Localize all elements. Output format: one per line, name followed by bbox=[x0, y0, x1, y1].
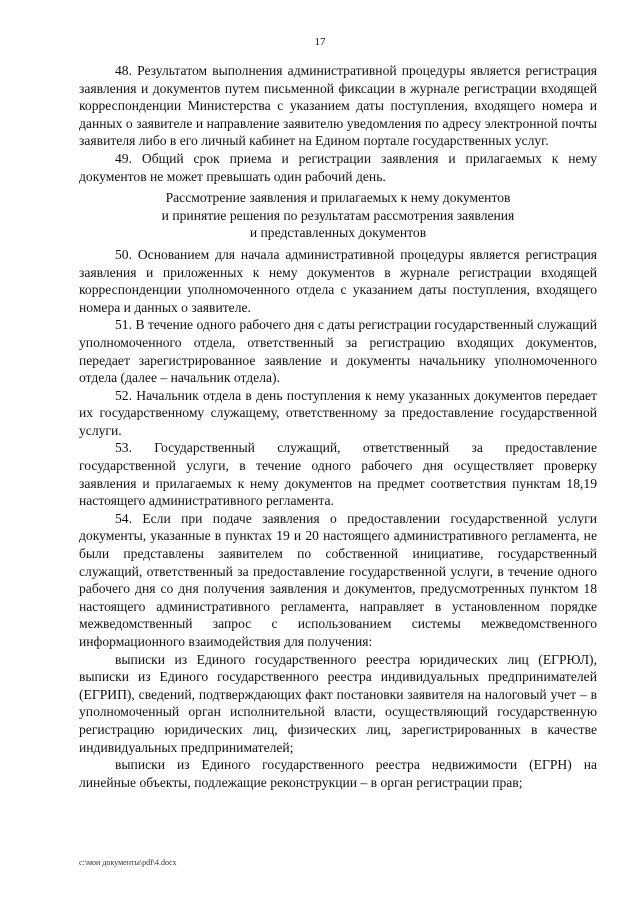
section-heading-line: и принятие решения по результатам рассмотрения заявления bbox=[161, 207, 515, 223]
paragraph-49: 49. Общий срок приема и регистрации заявления и прилагаемых к нему документов не может превышать один рабочий день. bbox=[79, 150, 597, 184]
paragraph-52: 52. Начальник отдела в день поступления к нему указанных документов передает их государственному служащему, ответственному за предоставление государственной услуги. bbox=[79, 387, 597, 438]
paragraph-48: 48. Результатом выполнения административной процедуры является регистрация заявления и документов путем письменной фиксации в журнале регистрации входящей корреспонденции Министерства с указанием даты поступления, входящего номера и данных о заявителе и направление заявителю уведомления по адресу электронной почты заявителя либо в его личный кабинет на Едином портале государственных услуг. bbox=[79, 63, 597, 149]
footer-file-path: c:\мои документы\pdf\4.docx bbox=[79, 858, 177, 867]
paragraph-54-item-egrn: выписки из Единого государственного реестра недвижимости (ЕГРН) на линейные объекты, подлежащие реконструкции – в орган регистрации прав; bbox=[79, 757, 597, 790]
paragraph-54-item-egrul: выписки из Единого государственного реестра юридических лиц (ЕГРЮЛ), выписки из Единого государственного реестра индивидуальных предпринимателей (ЕГРИП), сведений, подтверждающих факт постановки заявителя на налоговый учет – в уполномоченный орган исполнительной власти, осуществляющий государственную регистрацию юридических лиц, физических лиц, зарегистрированных в качестве индивидуальных предпринимателей; bbox=[79, 651, 597, 755]
paragraph-51: 51. В течение одного рабочего дня с даты регистрации государственный служащий уполномоченного отдела, ответственный за регистрацию входящих документов, передает зарегистрированное заявление и документы начальнику уполномоченного отдела (далее – начальник отдела). bbox=[79, 317, 597, 386]
section-heading-line: и представленных документов bbox=[249, 225, 427, 241]
paragraph-54: 54. Если при подаче заявления о предоставлении государственной услуги документы, указанные в пунктах 19 и 20 настоящего административного регламента, не были представлены заявителем по собственной инициативе, государственный служащий, ответственный за предоставление государственной услуги, в течение одного рабочего дня со дня получения заявления и документов, предусмотренных пунктом 18 настоящего административного регламента, направляет в установленном порядке межведомственный запрос с использованием системы межведомственного информационного взаимодействия для получения: bbox=[79, 510, 597, 649]
section-heading-line: Рассмотрение заявления и прилагаемых к нему документов bbox=[165, 190, 511, 206]
paragraph-53: 53. Государственный служащий, ответственный за предоставление государственной услуги, в течение одного рабочего дня осуществляет проверку заявления и прилагаемых к нему документов на предмет соответствия пунктам 18,19 настоящего административного регламента. bbox=[79, 440, 597, 509]
paragraph-50: 50. Основанием для начала административной процедуры является регистрация заявления и приложенных к нему документов в журнале регистрации входящей корреспонденции уполномоченного отдела с указанием даты поступления, входящего номера и данных о заявителе. bbox=[79, 246, 597, 315]
document-body bbox=[79, 62, 597, 791]
page-number: 17 bbox=[314, 36, 326, 48]
section-heading bbox=[79, 189, 597, 242]
